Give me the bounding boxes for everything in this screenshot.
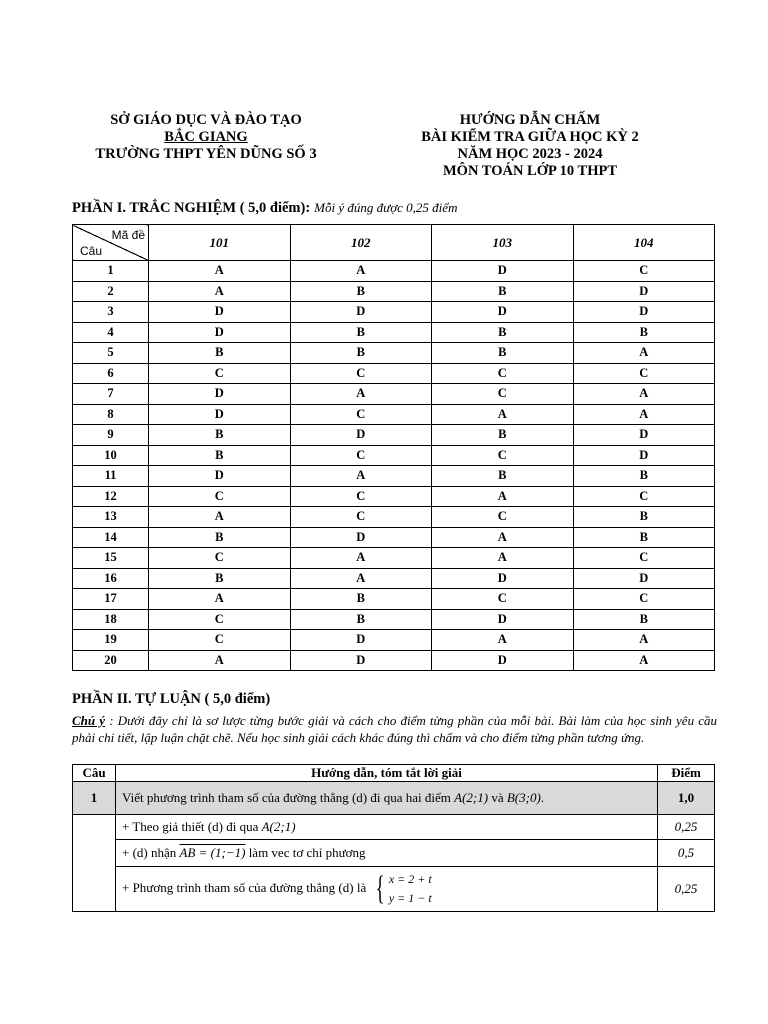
answer-row bbox=[73, 527, 715, 548]
answer-cell: B bbox=[290, 609, 432, 630]
answer-row bbox=[73, 466, 715, 487]
step-description: + Theo giả thiết (d) đi qua bbox=[122, 819, 259, 834]
col-header-guide: Hướng dẫn, tóm tắt lời giải bbox=[116, 765, 658, 782]
step-score: 0,5 bbox=[658, 840, 715, 867]
answer-cell: B bbox=[290, 589, 432, 610]
step-row bbox=[73, 815, 715, 840]
answer-cell: D bbox=[290, 650, 432, 671]
sentence-end: . bbox=[540, 790, 545, 805]
answer-cell: A bbox=[573, 384, 715, 405]
point-a: A(2;1) bbox=[454, 790, 489, 805]
answer-cell: C bbox=[573, 548, 715, 569]
part2-title: PHẦN II. TỰ LUẬN ( 5,0 điểm) bbox=[72, 691, 271, 707]
answer-cell: B bbox=[573, 322, 715, 343]
question-number: 19 bbox=[73, 630, 149, 651]
answer-cell: A bbox=[432, 486, 574, 507]
answer-row bbox=[73, 486, 715, 507]
answer-cell: D bbox=[149, 322, 291, 343]
question-row bbox=[73, 782, 715, 815]
question-number: 15 bbox=[73, 548, 149, 569]
brace-symbol: { bbox=[376, 870, 386, 907]
answer-key-header-row bbox=[73, 225, 715, 261]
subject: MÔN TOÁN LỚP 10 THPT bbox=[442, 163, 618, 179]
step-row bbox=[73, 840, 715, 867]
answer-cell: D bbox=[432, 650, 574, 671]
answer-cell: D bbox=[573, 445, 715, 466]
answer-key-table bbox=[72, 224, 715, 671]
answer-cell: B bbox=[573, 507, 715, 528]
question-number: 13 bbox=[73, 507, 149, 528]
answer-cell: D bbox=[432, 609, 574, 630]
step-score: 0,25 bbox=[658, 867, 715, 912]
code-header: 101 bbox=[149, 225, 291, 261]
answer-cell: B bbox=[432, 343, 574, 364]
system-line-y: y = 1 − t bbox=[388, 891, 432, 905]
answer-cell: B bbox=[432, 466, 574, 487]
answer-cell: A bbox=[432, 548, 574, 569]
school-name: TRƯỜNG THPT YÊN DŨNG SỐ 3 bbox=[95, 146, 317, 162]
question-number: 17 bbox=[73, 589, 149, 610]
answer-row bbox=[73, 384, 715, 405]
province-name: BẮC GIANG bbox=[164, 129, 248, 145]
answer-cell: C bbox=[149, 548, 291, 569]
answer-cell: D bbox=[432, 568, 574, 589]
answer-cell: D bbox=[149, 384, 291, 405]
answer-cell: C bbox=[432, 445, 574, 466]
step-description-end: làm vec tơ chỉ phương bbox=[248, 845, 366, 860]
answer-cell: B bbox=[432, 425, 574, 446]
question-number: 16 bbox=[73, 568, 149, 589]
answer-cell: D bbox=[290, 425, 432, 446]
answer-cell: D bbox=[149, 404, 291, 425]
answer-row bbox=[73, 568, 715, 589]
corner-cell bbox=[73, 225, 149, 261]
answer-cell: D bbox=[290, 527, 432, 548]
answer-row bbox=[73, 548, 715, 569]
question-text bbox=[116, 782, 658, 815]
answer-cell: B bbox=[149, 445, 291, 466]
answer-cell: C bbox=[149, 486, 291, 507]
empty-question-cell bbox=[73, 815, 116, 912]
answer-cell: A bbox=[149, 589, 291, 610]
answer-row bbox=[73, 630, 715, 651]
answer-cell: B bbox=[432, 322, 574, 343]
question-number: 1 bbox=[73, 782, 116, 815]
answer-cell: C bbox=[573, 261, 715, 282]
code-header: 103 bbox=[432, 225, 574, 261]
point-b: B(3;0) bbox=[506, 790, 541, 805]
answer-cell: A bbox=[290, 548, 432, 569]
answer-row bbox=[73, 322, 715, 343]
answer-cell: B bbox=[290, 281, 432, 302]
step-description: + Phương trình tham số của đường thẳng (d) là bbox=[122, 879, 367, 895]
school-year: NĂM HỌC 2023 - 2024 bbox=[457, 146, 603, 162]
answer-row bbox=[73, 589, 715, 610]
answer-cell: C bbox=[290, 486, 432, 507]
answer-cell: A bbox=[149, 261, 291, 282]
system-line-x: x = 2 + t bbox=[388, 872, 432, 886]
question-number: 14 bbox=[73, 527, 149, 548]
question-number: 8 bbox=[73, 404, 149, 425]
answer-cell: C bbox=[432, 507, 574, 528]
answer-cell: D bbox=[432, 302, 574, 323]
answer-cell: B bbox=[149, 425, 291, 446]
answer-cell: A bbox=[290, 466, 432, 487]
exam-header bbox=[380, 112, 680, 180]
question-number: 11 bbox=[73, 466, 149, 487]
exam-name: BÀI KIỂM TRA GIỮA HỌC KỲ 2 bbox=[421, 129, 639, 145]
part1-heading bbox=[72, 200, 457, 217]
answer-cell: A bbox=[573, 404, 715, 425]
question-number: 7 bbox=[73, 384, 149, 405]
step-text bbox=[116, 867, 658, 912]
answer-cell: C bbox=[573, 486, 715, 507]
answer-cell: A bbox=[149, 507, 291, 528]
answer-cell: C bbox=[573, 363, 715, 384]
answer-cell: C bbox=[290, 363, 432, 384]
answer-cell: C bbox=[290, 404, 432, 425]
answer-cell: D bbox=[432, 261, 574, 282]
parametric-system bbox=[372, 870, 431, 908]
answer-cell: B bbox=[149, 343, 291, 364]
answer-cell: A bbox=[573, 343, 715, 364]
answer-cell: D bbox=[290, 302, 432, 323]
code-header: 102 bbox=[290, 225, 432, 261]
answer-row bbox=[73, 425, 715, 446]
step-text bbox=[116, 815, 658, 840]
question-number: 2 bbox=[73, 281, 149, 302]
answer-row bbox=[73, 650, 715, 671]
answer-cell: A bbox=[149, 650, 291, 671]
answer-cell: B bbox=[149, 568, 291, 589]
answer-cell: C bbox=[432, 589, 574, 610]
answer-cell: B bbox=[290, 322, 432, 343]
answer-cell: A bbox=[573, 630, 715, 651]
question-number: 1 bbox=[73, 261, 149, 282]
answer-cell: B bbox=[149, 527, 291, 548]
answer-cell: C bbox=[149, 630, 291, 651]
answer-row bbox=[73, 507, 715, 528]
step-score: 0,25 bbox=[658, 815, 715, 840]
answer-cell: A bbox=[432, 630, 574, 651]
answer-cell: A bbox=[149, 281, 291, 302]
col-header-question: Câu bbox=[73, 765, 116, 782]
answer-row bbox=[73, 404, 715, 425]
answer-cell: A bbox=[290, 384, 432, 405]
answer-cell: A bbox=[432, 404, 574, 425]
step-math: A(2;1) bbox=[261, 819, 296, 834]
question-number: 5 bbox=[73, 343, 149, 364]
answer-cell: D bbox=[573, 568, 715, 589]
question-statement: Viết phương trình tham số của đường thẳng (d) đi qua hai điểm bbox=[122, 790, 451, 805]
answer-cell: B bbox=[432, 281, 574, 302]
question-number: 12 bbox=[73, 486, 149, 507]
answer-cell: C bbox=[290, 507, 432, 528]
answer-cell: B bbox=[573, 466, 715, 487]
answer-cell: A bbox=[573, 650, 715, 671]
corner-question-label: Câu bbox=[80, 244, 103, 258]
question-number: 10 bbox=[73, 445, 149, 466]
question-number: 9 bbox=[73, 425, 149, 446]
answer-cell: C bbox=[432, 384, 574, 405]
question-number: 4 bbox=[73, 322, 149, 343]
grading-note-text: : Dưới đây chỉ là sơ lược từng bước giải và cách cho điểm từng phần của mỗi bài. Bài làm của học sinh yêu cầu phải chi tiết, lập luận chặt chẽ. Nếu học sinh giải cách khác đúng thì chấm và cho điểm từng phần tương ứng. bbox=[72, 713, 717, 745]
answer-cell: C bbox=[290, 445, 432, 466]
grading-note-label: Chú ý bbox=[72, 713, 106, 728]
answer-row bbox=[73, 343, 715, 364]
step-description: + (d) nhận bbox=[122, 845, 177, 860]
answer-cell: B bbox=[290, 343, 432, 364]
answer-cell: D bbox=[149, 302, 291, 323]
answer-cell: B bbox=[573, 609, 715, 630]
essay-table bbox=[72, 764, 715, 912]
question-number: 6 bbox=[73, 363, 149, 384]
answer-cell: C bbox=[573, 589, 715, 610]
answer-row bbox=[73, 261, 715, 282]
answer-row bbox=[73, 281, 715, 302]
department-name: SỞ GIÁO DỤC VÀ ĐÀO TẠO bbox=[110, 112, 302, 128]
conjunction: và bbox=[491, 790, 504, 805]
part1-note: Mỗi ý đúng được 0,25 điểm bbox=[314, 200, 458, 215]
step-text bbox=[116, 840, 658, 867]
answer-cell: C bbox=[149, 363, 291, 384]
question-score: 1,0 bbox=[658, 782, 715, 815]
answer-cell: C bbox=[432, 363, 574, 384]
answer-cell: D bbox=[573, 302, 715, 323]
answer-row bbox=[73, 445, 715, 466]
question-number: 18 bbox=[73, 609, 149, 630]
answer-cell: A bbox=[290, 568, 432, 589]
answer-cell: C bbox=[149, 609, 291, 630]
grading-note bbox=[72, 713, 717, 746]
answer-cell: A bbox=[432, 527, 574, 548]
answer-cell: A bbox=[290, 261, 432, 282]
part1-title: PHẦN I. TRẮC NGHIỆM ( 5,0 điểm): bbox=[72, 200, 311, 216]
answer-cell: B bbox=[573, 527, 715, 548]
col-header-score: Điểm bbox=[658, 765, 715, 782]
answer-cell: D bbox=[573, 425, 715, 446]
answer-cell: D bbox=[290, 630, 432, 651]
answer-row bbox=[73, 363, 715, 384]
question-number: 20 bbox=[73, 650, 149, 671]
school-header bbox=[72, 112, 340, 163]
answer-row bbox=[73, 609, 715, 630]
code-header: 104 bbox=[573, 225, 715, 261]
direction-vector: AB = (1;−1) bbox=[179, 845, 246, 860]
answer-cell: D bbox=[573, 281, 715, 302]
step-row bbox=[73, 867, 715, 912]
doc-title: HƯỚNG DẪN CHẤM bbox=[459, 112, 601, 128]
essay-header-row bbox=[73, 765, 715, 782]
answer-row bbox=[73, 302, 715, 323]
question-number: 3 bbox=[73, 302, 149, 323]
answer-cell: D bbox=[149, 466, 291, 487]
corner-code-label: Mã đề bbox=[111, 228, 145, 242]
